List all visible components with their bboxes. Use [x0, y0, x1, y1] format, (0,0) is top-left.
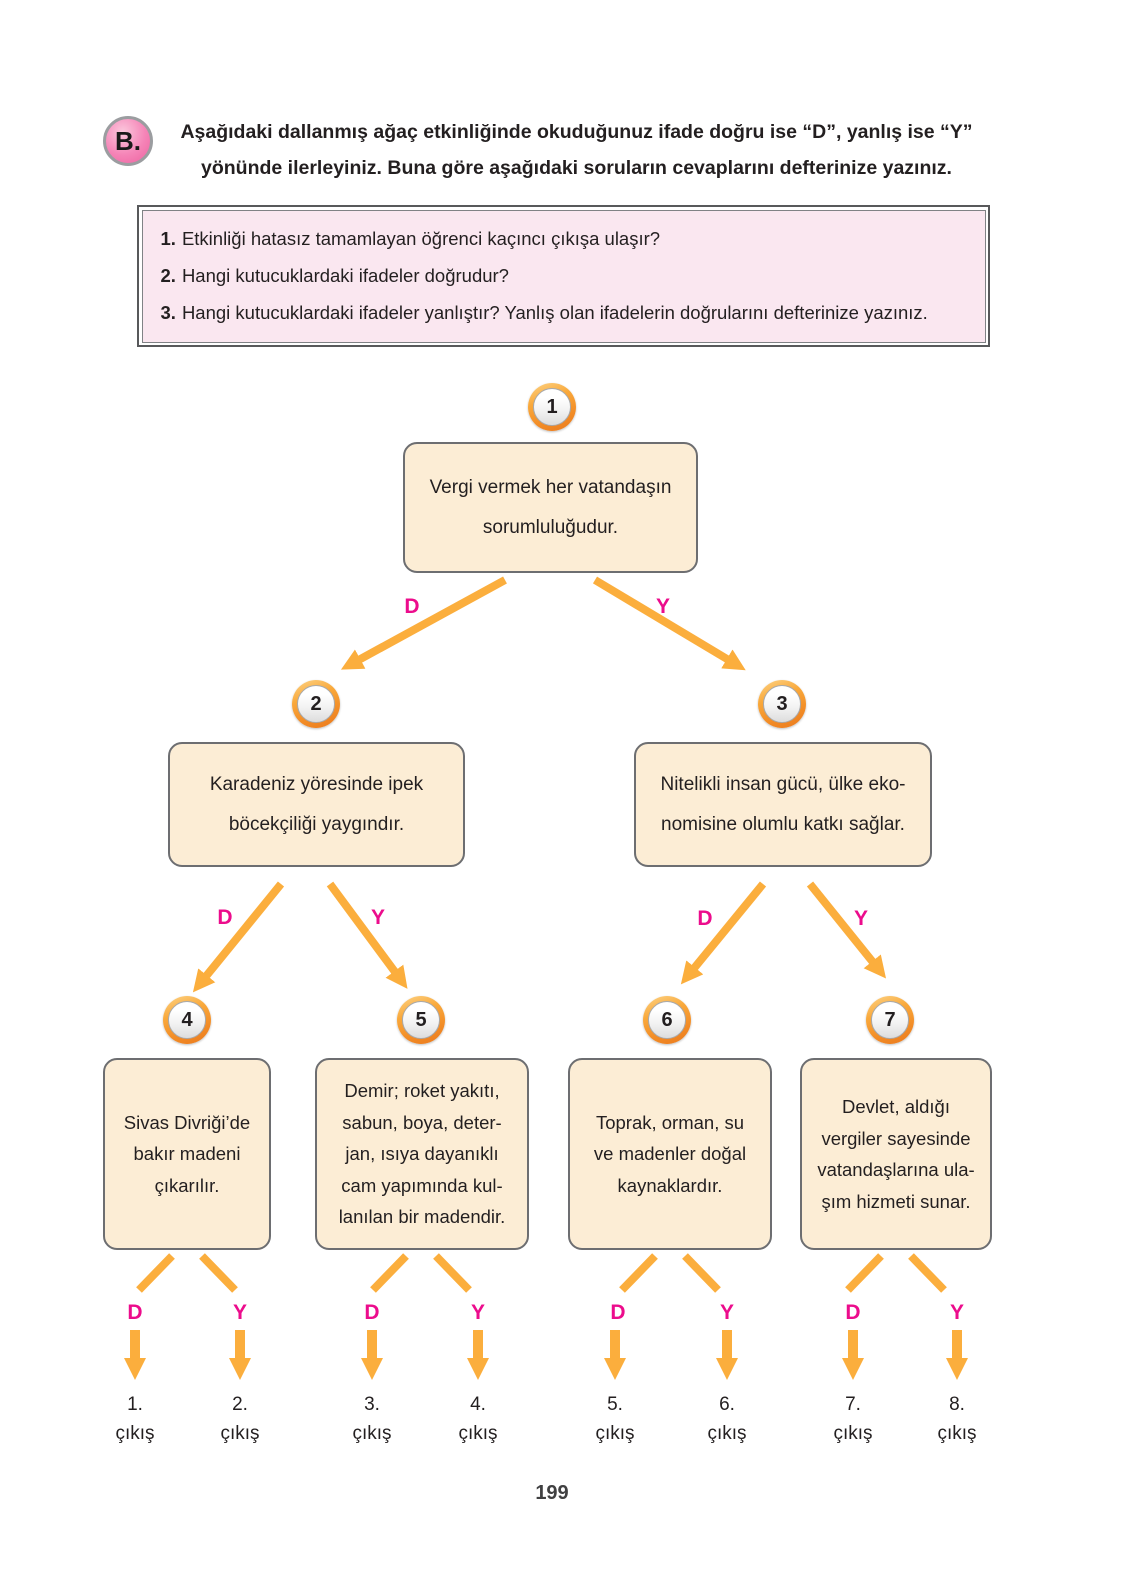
exit-word: çıkış — [352, 1423, 392, 1444]
y-label: Y — [719, 1301, 735, 1324]
question-3-number: 3. — [160, 302, 176, 323]
exit-8 — [917, 1390, 997, 1448]
node-number-4: 4 — [181, 1008, 193, 1031]
segment-box6-d — [622, 1256, 655, 1290]
exit-word: çıkış — [707, 1423, 747, 1444]
question-3 — [161, 301, 967, 325]
segment-box4-d — [139, 1256, 172, 1290]
statement-line: Karadeniz yöresinde ipek — [209, 773, 424, 795]
statement-line: bakır madeni — [133, 1143, 241, 1165]
statement-line: cam yapımında kul- — [341, 1174, 503, 1196]
arrow-node1-d — [355, 580, 505, 662]
statement-box-2 — [168, 742, 465, 867]
node-circle-7-inner — [871, 1001, 909, 1039]
statement-line: Toprak, orman, su — [595, 1111, 745, 1133]
statement-line: sabun, boya, deter- — [342, 1111, 502, 1133]
d-label: D — [127, 1301, 143, 1324]
node-circle-2-inner — [297, 685, 335, 723]
exit-3 — [332, 1390, 412, 1448]
statement-line: çıkarılır. — [154, 1174, 220, 1196]
y-label: Y — [949, 1301, 965, 1324]
node-circle-4-inner — [168, 1001, 206, 1039]
statement-box-6 — [568, 1058, 772, 1250]
statement-box-7 — [800, 1058, 992, 1250]
statement-line: şım hizmeti sunar. — [821, 1190, 971, 1212]
exit-7 — [813, 1390, 893, 1448]
d-label: D — [845, 1301, 861, 1324]
statement-box-4 — [103, 1058, 271, 1250]
segment-box7-d — [848, 1256, 881, 1290]
statement-line: Vergi vermek her vatandaşın — [429, 476, 672, 498]
node-number-7: 7 — [884, 1008, 896, 1031]
node-circle-4 — [163, 996, 211, 1044]
d-label: D — [697, 907, 713, 930]
node-number-5: 5 — [415, 1008, 427, 1031]
segment-box5-y — [436, 1256, 469, 1290]
d-label: D — [217, 906, 233, 929]
statement-box-5 — [315, 1058, 529, 1250]
node-circle-6 — [643, 996, 691, 1044]
y-label: Y — [655, 595, 671, 618]
statement-line: ve madenler doğal — [593, 1143, 747, 1165]
exit-number: 7. — [845, 1394, 861, 1415]
statement-line: lanılan bir madendir. — [338, 1206, 506, 1228]
instructions-text — [160, 114, 993, 186]
node-circle-1 — [528, 383, 576, 431]
exit-word: çıkış — [833, 1423, 873, 1444]
exit-5 — [575, 1390, 655, 1448]
exit-word: çıkış — [937, 1423, 977, 1444]
statement-line: Nitelikli insan gücü, ülke eko- — [660, 773, 906, 795]
node-circle-3-inner — [763, 685, 801, 723]
statement-line: vergiler sayesinde — [821, 1127, 971, 1149]
question-1-number: 1. — [160, 228, 176, 249]
statement-line: jan, ısıya dayanıklı — [345, 1143, 499, 1165]
exit-word: çıkış — [115, 1423, 155, 1444]
y-label: Y — [853, 907, 869, 930]
arrow-node1-y — [595, 580, 732, 662]
question-1 — [161, 227, 967, 251]
section-badge: B. — [103, 116, 153, 166]
questions-box-inner — [142, 210, 986, 343]
exit-word: çıkış — [458, 1423, 498, 1444]
question-2-text: Hangi kutucuklardaki ifadeler doğrudur? — [181, 265, 509, 286]
node-circle-6-inner — [648, 1001, 686, 1039]
question-1-text: Etkinliği hatasız tamamlayan öğrenci kaçıncı çıkışa ulaşır? — [181, 228, 661, 249]
y-label: Y — [370, 906, 386, 929]
questions-box — [137, 205, 990, 347]
exit-number: 5. — [607, 1394, 623, 1415]
question-2-number: 2. — [160, 265, 176, 286]
statement-line: Sivas Divriği’de — [123, 1111, 251, 1133]
node-number-1: 1 — [546, 395, 558, 418]
d-label: D — [364, 1301, 380, 1324]
statement-line: kaynaklardır. — [617, 1174, 723, 1196]
exit-word: çıkış — [220, 1423, 260, 1444]
node-circle-5 — [397, 996, 445, 1044]
exit-number: 6. — [719, 1394, 735, 1415]
question-3-text: Hangi kutucuklardaki ifadeler yanlıştır? Yanlış olan ifadelerin doğrularını defterinize yazınız. — [181, 302, 928, 323]
node-circle-3 — [758, 680, 806, 728]
instructions-line-1: Aşağıdaki dallanmış ağaç etkinliğinde okuduğunuz ifade doğru ise “D”, yanlış ise “Y” — [180, 121, 973, 143]
exit-number: 4. — [470, 1394, 486, 1415]
node-circle-7 — [866, 996, 914, 1044]
segment-box7-y — [911, 1256, 944, 1290]
node-number-3: 3 — [776, 692, 788, 715]
y-label: Y — [232, 1301, 248, 1324]
exit-number: 8. — [949, 1394, 965, 1415]
statement-box-1 — [403, 442, 698, 573]
node-number-2: 2 — [310, 692, 322, 715]
d-label: D — [610, 1301, 626, 1324]
exit-2 — [200, 1390, 280, 1448]
d-label: D — [404, 595, 420, 618]
node-number-6: 6 — [661, 1008, 673, 1031]
y-label: Y — [470, 1301, 486, 1324]
arrow-node2-y — [330, 884, 398, 976]
instructions-line-2: yönünde ilerleyiniz. Buna göre aşağıdaki soruların cevaplarını defterinize yazınız. — [201, 157, 952, 179]
segment-box4-y — [202, 1256, 235, 1290]
exit-6 — [687, 1390, 767, 1448]
node-circle-2 — [292, 680, 340, 728]
statement-line: böcekçiliği yaygındır. — [228, 813, 405, 835]
arrow-node2-d — [203, 884, 281, 980]
segment-box6-y — [685, 1256, 718, 1290]
exit-number: 1. — [127, 1394, 143, 1415]
node-circle-5-inner — [402, 1001, 440, 1039]
page-number: 199 — [535, 1482, 569, 1504]
segment-box5-d — [373, 1256, 406, 1290]
statement-line: Devlet, aldığı — [842, 1096, 950, 1117]
statement-line: nomisine olumlu katkı sağlar. — [661, 813, 905, 835]
statement-line: sorumluluğudur. — [482, 516, 619, 538]
exit-4 — [438, 1390, 518, 1448]
exit-number: 2. — [232, 1394, 248, 1415]
question-2 — [161, 264, 967, 288]
exit-1 — [95, 1390, 175, 1448]
statement-line: Demir; roket yakıtı, — [344, 1080, 500, 1102]
statement-line: vatandaşlarına ula- — [817, 1159, 975, 1180]
exit-word: çıkış — [595, 1423, 635, 1444]
statement-box-3 — [634, 742, 932, 867]
exit-number: 3. — [364, 1394, 380, 1415]
node-circle-1-inner — [533, 388, 571, 426]
